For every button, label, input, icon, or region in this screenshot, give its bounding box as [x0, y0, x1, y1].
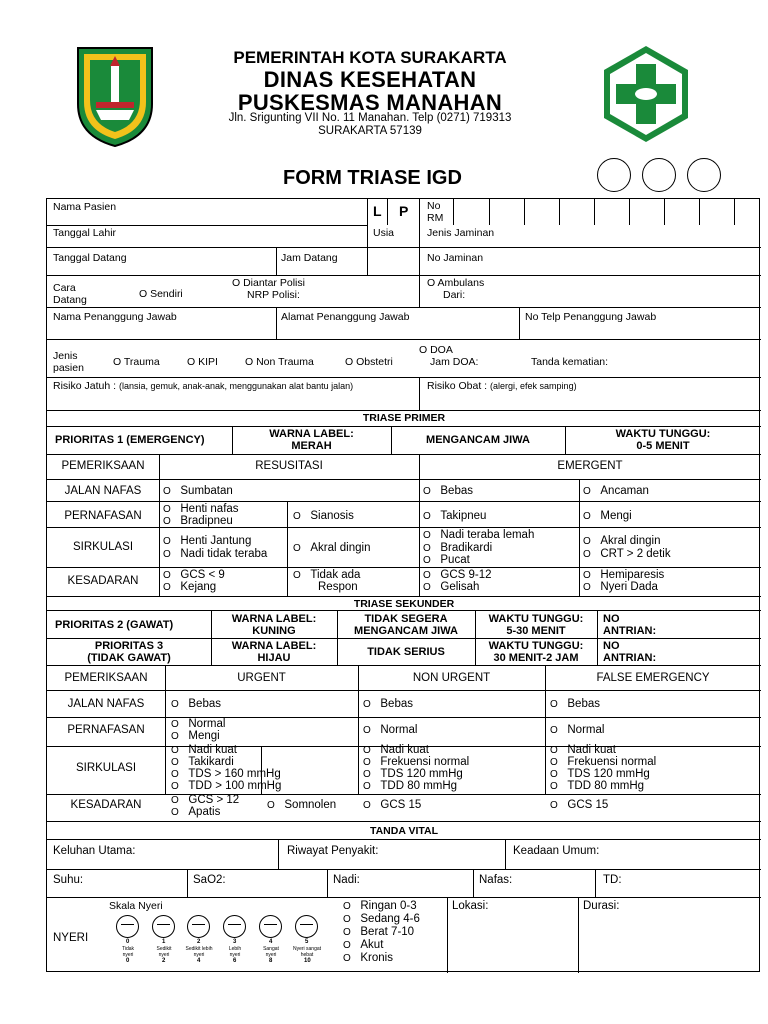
label-jam-datang: Jam Datang [281, 252, 338, 264]
cb-ancaman[interactable]: O Ancaman [583, 485, 649, 497]
row-pernafasan: PERNAFASAN [64, 510, 142, 522]
face-icon-5 [295, 915, 318, 938]
warna-kuning: WARNA LABEL: KUNING [231, 613, 317, 637]
cb-nonurgent-normal[interactable]: O Normal [363, 724, 418, 736]
waktu-tunggu-3: WAKTU TUNGGU: 30 MENIT-2 JAM [488, 640, 584, 664]
face-icon-3 [223, 915, 246, 938]
cb-akral-dingin-2[interactable]: O Akral dingin [583, 535, 661, 547]
label-keadaan: Keadaan Umum: [513, 845, 600, 857]
cb-tdd100[interactable]: O TDD > 100 mmHg [171, 780, 282, 792]
cb-nonurgent-bebas[interactable]: O Bebas [363, 698, 413, 710]
section-triase-primer: TRIASE PRIMER [362, 412, 446, 424]
cb-tidak-ada-respon[interactable]: O Tidak ada [293, 569, 361, 581]
triage-color-circle-2[interactable] [642, 158, 676, 192]
label-nrp-polisi: NRP Polisi: [247, 289, 300, 301]
cb-gcs912[interactable]: O GCS 9-12 [423, 569, 492, 581]
prioritas-3: PRIORITAS 3 (TIDAK GAWAT) [87, 640, 171, 664]
col-urgent: URGENT [237, 672, 286, 684]
label-tanggal-lahir: Tanggal Lahir [53, 227, 117, 239]
option-diantar-polisi[interactable]: O Diantar Polisi [232, 277, 305, 289]
option-doa[interactable]: O DOA [419, 344, 453, 356]
col-non-urgent: NON URGENT [412, 672, 491, 684]
scale-val-2: 4 [197, 958, 201, 964]
scale-num-4: 4 [269, 939, 273, 945]
label-suhu: Suhu: [53, 874, 84, 886]
scale-num-0: 0 [126, 939, 130, 945]
no-antrian-2: NO ANTRIAN: [603, 613, 657, 637]
scale-word-0: Tidak nyeri [121, 946, 135, 958]
header-line1: PEMERINTAH KOTA SURAKARTA [233, 48, 507, 67]
cb-nu-frek[interactable]: O Frekuensi normal [363, 756, 470, 768]
form-title: FORM TRIASE IGD [283, 167, 462, 189]
cb-nu-tds120[interactable]: O TDS 120 mmHg [363, 768, 463, 780]
row-sirkulasi: SIRKULASI [72, 541, 134, 553]
row-jalan-nafas-2: JALAN NAFAS [67, 698, 145, 710]
cb-nu-gcs15[interactable]: O GCS 15 [363, 799, 422, 811]
option-trauma[interactable]: O Trauma [113, 356, 160, 368]
scale-val-1: 2 [162, 958, 166, 964]
cb-urgent-nadi-kuat[interactable]: O Nadi kuat [171, 744, 237, 756]
option-non-trauma[interactable]: O Non Trauma [245, 356, 314, 368]
scale-val-0: 0 [126, 958, 130, 964]
row-jalan-nafas: JALAN NAFAS [64, 485, 142, 497]
cb-fe-frek[interactable]: O Frekuensi normal [550, 756, 657, 768]
scale-val-3: 6 [233, 958, 237, 964]
cb-gcs12[interactable]: O GCS > 12 [171, 794, 240, 806]
label-nafas: Nafas: [479, 874, 513, 886]
face-icon-0 [116, 915, 139, 938]
header-line3: PUSKESMAS MANAHAN [237, 90, 503, 115]
scale-word-5: Nyeri sangat hebat [292, 946, 322, 958]
cb-berat[interactable]: O Berat 7-10 [343, 926, 415, 938]
cb-tds160[interactable]: O TDS > 160 mmHg [171, 768, 281, 780]
cb-pucat[interactable]: O Pucat [423, 554, 470, 566]
cb-takipneu[interactable]: O Takipneu [423, 510, 487, 522]
scale-num-2: 2 [197, 939, 201, 945]
no-antrian-3: NO ANTRIAN: [603, 640, 657, 664]
col-pemeriksaan: PEMERIKSAAN [61, 460, 145, 472]
scale-word-2: Sedikit lebih nyeri [185, 946, 213, 958]
col-resusitasi: RESUSITASI [255, 460, 323, 472]
label-tanda-kematian: Tanda kematian: [531, 356, 609, 368]
label-lokasi: Lokasi: [452, 900, 489, 912]
cb-kronis[interactable]: O Kronis [343, 952, 393, 964]
row-kesadaran: KESADARAN [67, 575, 139, 587]
section-triase-sekunder: TRIASE SEKUNDER [353, 598, 455, 610]
label-skala-nyeri: Skala Nyeri [109, 900, 163, 912]
header-line2: DINAS KESEHATAN [263, 67, 477, 92]
cb-false-normal[interactable]: O Normal [550, 724, 605, 736]
label-nama-pj: Nama Penanggung Jawab [53, 311, 177, 323]
cb-nu-nadi-kuat[interactable]: O Nadi kuat [363, 744, 429, 756]
label-risiko-jatuh: Risiko Jatuh : (lansia, gemuk, anak-anak, menggunakan alat bantu jalan) [53, 380, 354, 392]
cb-sumbatan[interactable]: O Sumbatan [163, 485, 233, 497]
cb-kejang[interactable]: O Kejang [163, 581, 217, 593]
cb-fe-tds120[interactable]: O TDS 120 mmHg [550, 768, 650, 780]
cb-gelisah[interactable]: O Gelisah [423, 581, 480, 593]
prioritas-1: PRIORITAS 1 (EMERGENCY) [55, 434, 205, 446]
waktu-tunggu-2: WAKTU TUNGGU: 5-30 MENIT [488, 613, 584, 637]
cb-fe-tdd80[interactable]: O TDD 80 mmHg [550, 780, 645, 792]
scale-num-3: 3 [233, 939, 237, 945]
cb-nyeri-dada[interactable]: O Nyeri Dada [583, 581, 658, 593]
warna-hijau: WARNA LABEL: HIJAU [231, 640, 317, 664]
cb-bradikardi[interactable]: O Bradikardi [423, 542, 493, 554]
prioritas-2: PRIORITAS 2 (GAWAT) [55, 619, 174, 631]
label-td: TD: [603, 874, 622, 886]
cb-urgent-mengi[interactable]: O Mengi [171, 730, 220, 742]
cb-apatis[interactable]: O Apatis [171, 806, 221, 818]
cb-fe-nadi-kuat[interactable]: O Nadi kuat [550, 744, 616, 756]
cb-akut[interactable]: O Akut [343, 939, 384, 951]
mengancam-jiwa: MENGANCAM JIWA [426, 434, 530, 446]
label-no-jaminan: No Jaminan [427, 252, 484, 264]
face-icon-2 [187, 915, 210, 938]
cb-bradipneu[interactable]: O Bradipneu [163, 515, 233, 527]
cb-nadi-tidak-teraba[interactable]: O Nadi tidak teraba [163, 548, 268, 560]
label-tanggal-datang: Tanggal Datang [53, 252, 127, 264]
label-telp-pj: No Telp Penanggung Jawab [525, 311, 657, 323]
label-cara-datang: Cara Datang [53, 282, 87, 306]
col-pemeriksaan-2: PEMERIKSAAN [64, 672, 148, 684]
cb-sianosis[interactable]: O Sianosis [293, 510, 354, 522]
scale-word-3: Lebih nyeri [228, 946, 242, 958]
cb-nadi-teraba-lemah[interactable]: O Nadi teraba lemah [423, 529, 535, 541]
triage-form [46, 198, 760, 972]
cb-bebas[interactable]: O Bebas [423, 485, 473, 497]
scale-num-5: 5 [305, 939, 309, 945]
scale-val-5: 10 [304, 958, 311, 964]
option-obstetri[interactable]: O Obstetri [345, 356, 393, 368]
cb-gcs9[interactable]: O GCS < 9 [163, 569, 225, 581]
cb-akral-dingin[interactable]: O Akral dingin [293, 542, 371, 554]
cb-sedang[interactable]: O Sedang 4-6 [343, 913, 420, 925]
label-risiko-obat: Risiko Obat : (alergi, efek samping) [427, 380, 577, 392]
scale-val-4: 8 [269, 958, 273, 964]
waktu-tunggu-1: WAKTU TUNGGU: 0-5 MENIT [615, 428, 711, 452]
cb-false-bebas[interactable]: O Bebas [550, 698, 600, 710]
label-usia: Usia [373, 227, 395, 239]
gender-l[interactable]: L [373, 203, 382, 219]
cb-urgent-normal[interactable]: O Normal [171, 718, 226, 730]
warna-merah: WARNA LABEL: MERAH [269, 428, 354, 452]
option-sendiri[interactable]: O Sendiri [139, 288, 183, 300]
section-tanda-vital: TANDA VITAL [369, 825, 439, 837]
cb-hemiparesis[interactable]: O Hemiparesis [583, 569, 665, 581]
row-pernafasan-2: PERNAFASAN [67, 724, 145, 736]
label-dari: Dari: [443, 289, 466, 301]
scale-num-1: 1 [162, 939, 166, 945]
label-nyeri: NYERI [53, 932, 89, 944]
label-sao2: SaO2: [193, 874, 226, 886]
cb-mengi[interactable]: O Mengi [583, 510, 632, 522]
label-no-rm: No RM [427, 200, 444, 224]
cb-takikardi[interactable]: O Takikardi [171, 756, 234, 768]
label-riwayat: Riwayat Penyakit: [287, 845, 379, 857]
label-alamat-pj: Alamat Penanggung Jawab [281, 311, 410, 323]
cb-somnolen[interactable]: O Somnolen [267, 799, 337, 811]
gender-p[interactable]: P [399, 203, 409, 219]
label-nama-pasien: Nama Pasien [53, 201, 117, 213]
triage-color-circle-1[interactable] [597, 158, 631, 192]
city-crest-logo [74, 44, 156, 148]
label-nadi: Nadi: [333, 874, 360, 886]
tidak-serius: TIDAK SERIUS [367, 646, 445, 658]
face-icon-1 [152, 915, 175, 938]
col-emergent: EMERGENT [557, 460, 623, 472]
label-jenis-pasien: Jenis pasien [53, 350, 84, 374]
triage-color-circle-3[interactable] [687, 158, 721, 192]
cb-nu-tdd80[interactable]: O TDD 80 mmHg [363, 780, 458, 792]
header-address1: Jln. Srigunting VII No. 11 Manahan. Telp (0271) 719313 [228, 112, 512, 124]
label-keluhan: Keluhan Utama: [53, 845, 136, 857]
header-address2: SURAKARTA 57139 [318, 125, 422, 137]
scale-word-4: Sangat nyeri [263, 946, 279, 958]
label-jenis-jaminan: Jenis Jaminan [427, 227, 495, 239]
label-durasi: Durasi: [583, 900, 620, 912]
label-jam-doa: Jam DOA: [430, 356, 479, 368]
scale-word-1: Sedikit nyeri [156, 946, 172, 958]
label-respon: Respon [318, 581, 358, 593]
cb-henti-nafas[interactable]: O Henti nafas [163, 503, 239, 515]
row-sirkulasi-2: SIRKULASI [75, 762, 137, 774]
cb-henti-jantung[interactable]: O Henti Jantung [163, 535, 252, 547]
tidak-segera: TIDAK SEGERA MENGANCAM JIWA [354, 613, 458, 637]
cb-urgent-bebas[interactable]: O Bebas [171, 698, 221, 710]
face-icon-4 [259, 915, 282, 938]
cb-fe-gcs15[interactable]: O GCS 15 [550, 799, 609, 811]
cb-crt[interactable]: O CRT > 2 detik [583, 548, 671, 560]
option-kipi[interactable]: O KIPI [187, 356, 218, 368]
cb-ringan[interactable]: O Ringan 0-3 [343, 900, 417, 912]
row-kesadaran-2: KESADARAN [70, 799, 142, 811]
option-ambulans[interactable]: O Ambulans [427, 277, 485, 289]
col-false-emergency: FALSE EMERGENCY [596, 672, 710, 684]
puskesmas-cross-logo [602, 44, 690, 144]
